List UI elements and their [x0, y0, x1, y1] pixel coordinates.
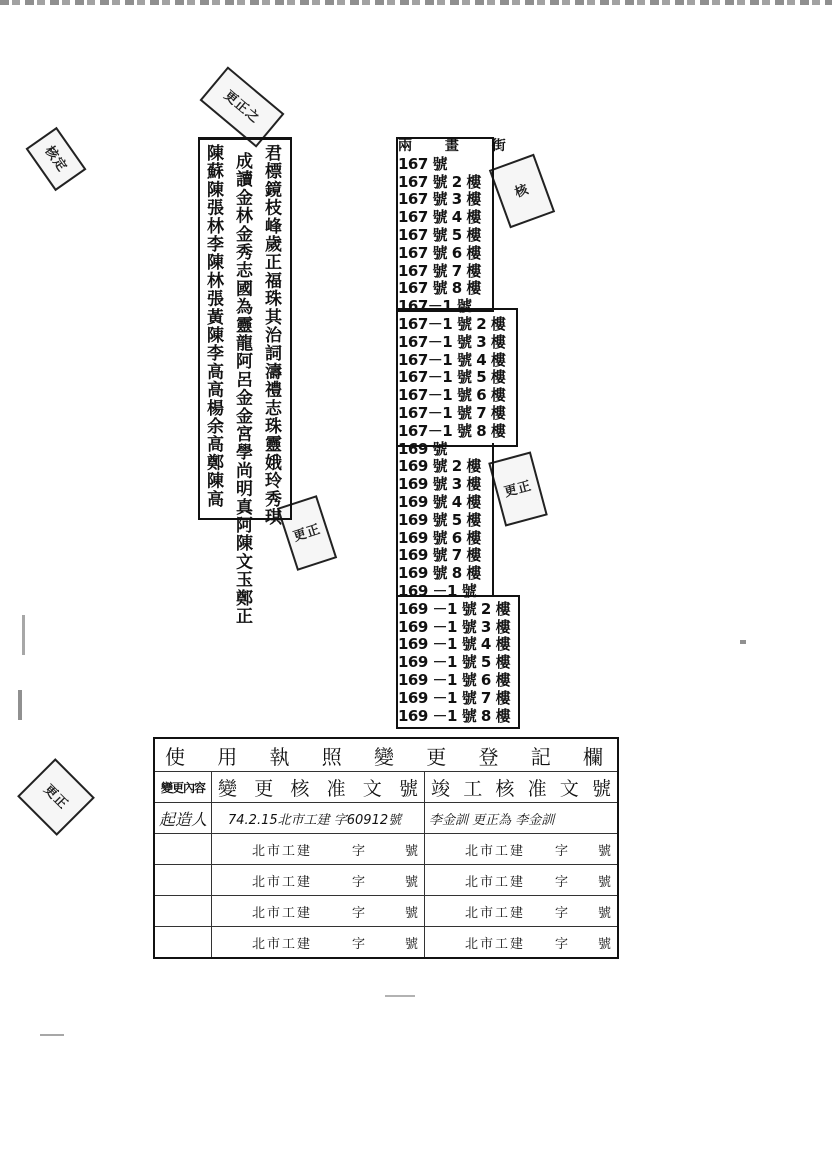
scan-speck — [740, 640, 746, 644]
address-row: 167 號 8 樓 — [398, 279, 481, 298]
form-prefix: 北市工建 — [465, 874, 526, 890]
address-row: 169 號 4 樓 — [398, 492, 481, 511]
address-row: 167 號 5 樓 — [398, 225, 481, 244]
header-change-approval: 變更核准文號 — [212, 772, 425, 803]
completion-form-cell — [425, 865, 619, 896]
form-suffix: 號 — [404, 843, 418, 859]
address-row: 169 －1 號 8 樓 — [398, 706, 511, 725]
address-row: 169 號 — [398, 439, 448, 458]
address-row: 169 －1 號 5 樓 — [398, 653, 511, 672]
stamp-text: 更正之 — [221, 87, 263, 127]
completion-form-cell — [425, 896, 619, 927]
stamp-text: 核 — [512, 181, 532, 201]
address-row: 167－1 號 7 樓 — [398, 403, 506, 422]
form-char: 字 — [554, 905, 568, 921]
form-char: 字 — [554, 874, 568, 890]
address-row: 169 －1 號 6 樓 — [398, 670, 511, 689]
approval-form-cell — [212, 865, 425, 896]
table-title-row — [154, 738, 618, 772]
approval-form-cell — [212, 834, 425, 865]
address-row: 167－1 號 — [398, 297, 472, 316]
form-suffix: 號 — [597, 874, 611, 890]
scan-speck — [385, 995, 415, 997]
address-row: 167 號 2 樓 — [398, 172, 481, 191]
stamp-text: 核定 — [41, 143, 71, 175]
table-row — [154, 834, 618, 865]
approval-stamp — [26, 127, 87, 191]
form-suffix: 號 — [404, 905, 418, 921]
usage-license-change-table — [153, 737, 619, 959]
form-char: 字 — [554, 936, 568, 952]
names-column-3: 陳蘇陳張林李陳林張黃陳李高高楊余高鄭陳高 — [203, 144, 223, 508]
empty-cell — [154, 865, 212, 896]
header-change-content: 變更內容 — [154, 772, 212, 803]
completion-form-cell — [425, 834, 619, 865]
form-suffix: 號 — [597, 905, 611, 921]
form-char: 字 — [351, 936, 365, 952]
address-row: 167－1 號 6 樓 — [398, 386, 506, 405]
form-prefix: 北市工建 — [465, 936, 526, 952]
address-row: 167 號 3 樓 — [398, 190, 481, 209]
row-completion-note: 李金訓 更正為 李金訓 — [425, 803, 619, 834]
address-row: 167 號 6 樓 — [398, 243, 481, 262]
form-prefix: 北市工建 — [252, 936, 313, 952]
form-prefix: 北市工建 — [465, 905, 526, 921]
address-row: 167－1 號 2 樓 — [398, 314, 506, 333]
address-row: 169 －1 號 4 樓 — [398, 635, 511, 654]
address-row: 167－1 號 8 樓 — [398, 421, 506, 440]
table-row — [154, 803, 618, 834]
table-header-row — [154, 772, 618, 803]
stamp-text: 更正 — [502, 478, 534, 500]
form-prefix: 北市工建 — [252, 843, 313, 859]
names-column-2: 成讀金林金秀志國為靈龍阿呂金金宮學尚明真阿陳文玉鄭正 — [232, 152, 252, 626]
form-char: 字 — [351, 843, 365, 859]
form-prefix: 北市工建 — [252, 874, 313, 890]
form-char: 字 — [351, 874, 365, 890]
address-row: 167 號 — [398, 154, 448, 173]
table-row — [154, 896, 618, 927]
address-row: 167 號 7 樓 — [398, 261, 481, 280]
address-row: 167 號 4 樓 — [398, 208, 481, 227]
address-row: 169 號 6 樓 — [398, 528, 481, 547]
address-row: 167－1 號 5 樓 — [398, 368, 506, 387]
address-row: 167－1 號 4 樓 — [398, 350, 506, 369]
form-suffix: 號 — [597, 843, 611, 859]
row-approval-number: 74.2.15北市工建 字60912號 — [212, 803, 425, 834]
approval-stamp — [17, 758, 95, 836]
address-list — [398, 138, 533, 725]
address-row: 169 －1 號 3 樓 — [398, 617, 511, 636]
empty-cell — [154, 834, 212, 865]
row-label: 起造人 — [154, 803, 212, 834]
table-row — [154, 927, 618, 959]
scan-speck — [40, 1034, 64, 1036]
form-prefix: 北市工建 — [465, 843, 526, 859]
address-row: 169 號 8 樓 — [398, 564, 481, 583]
approval-form-cell — [212, 927, 425, 959]
table-title: 使用執照變更登記欄 — [154, 738, 618, 772]
owner-names-box — [198, 137, 292, 626]
form-suffix: 號 — [404, 936, 418, 952]
address-row: 169 號 2 樓 — [398, 457, 481, 476]
address-row: 169 －1 號 — [398, 581, 477, 600]
approval-form-cell — [212, 896, 425, 927]
approval-stamp — [200, 66, 285, 147]
address-row: 169 號 5 樓 — [398, 510, 481, 529]
completion-form-cell — [425, 927, 619, 959]
names-column-1: 君標鏡枝峰歲正福珠其治詞濤禮志珠靈娥玲秀琪 — [261, 144, 281, 527]
scan-speck — [18, 690, 22, 720]
address-row: 169 號 7 樓 — [398, 546, 481, 565]
scan-top-edge — [0, 0, 832, 5]
header-completion-approval: 竣工核准文號 — [425, 772, 619, 803]
address-row: 169 號 3 樓 — [398, 475, 481, 494]
form-char: 字 — [554, 843, 568, 859]
stamp-text: 更正 — [291, 521, 323, 545]
address-row: 169 －1 號 7 樓 — [398, 688, 511, 707]
address-row: 169 －1 號 2 樓 — [398, 599, 511, 618]
scan-speck — [22, 615, 25, 655]
address-row: 167－1 號 3 樓 — [398, 332, 506, 351]
empty-cell — [154, 927, 212, 959]
form-char: 字 — [351, 905, 365, 921]
form-suffix: 號 — [597, 936, 611, 952]
street-name: 兩 畫 街 — [398, 138, 520, 154]
empty-cell — [154, 896, 212, 927]
form-prefix: 北市工建 — [252, 905, 313, 921]
table-row — [154, 865, 618, 896]
form-suffix: 號 — [404, 874, 418, 890]
stamp-text: 更正 — [40, 781, 72, 813]
